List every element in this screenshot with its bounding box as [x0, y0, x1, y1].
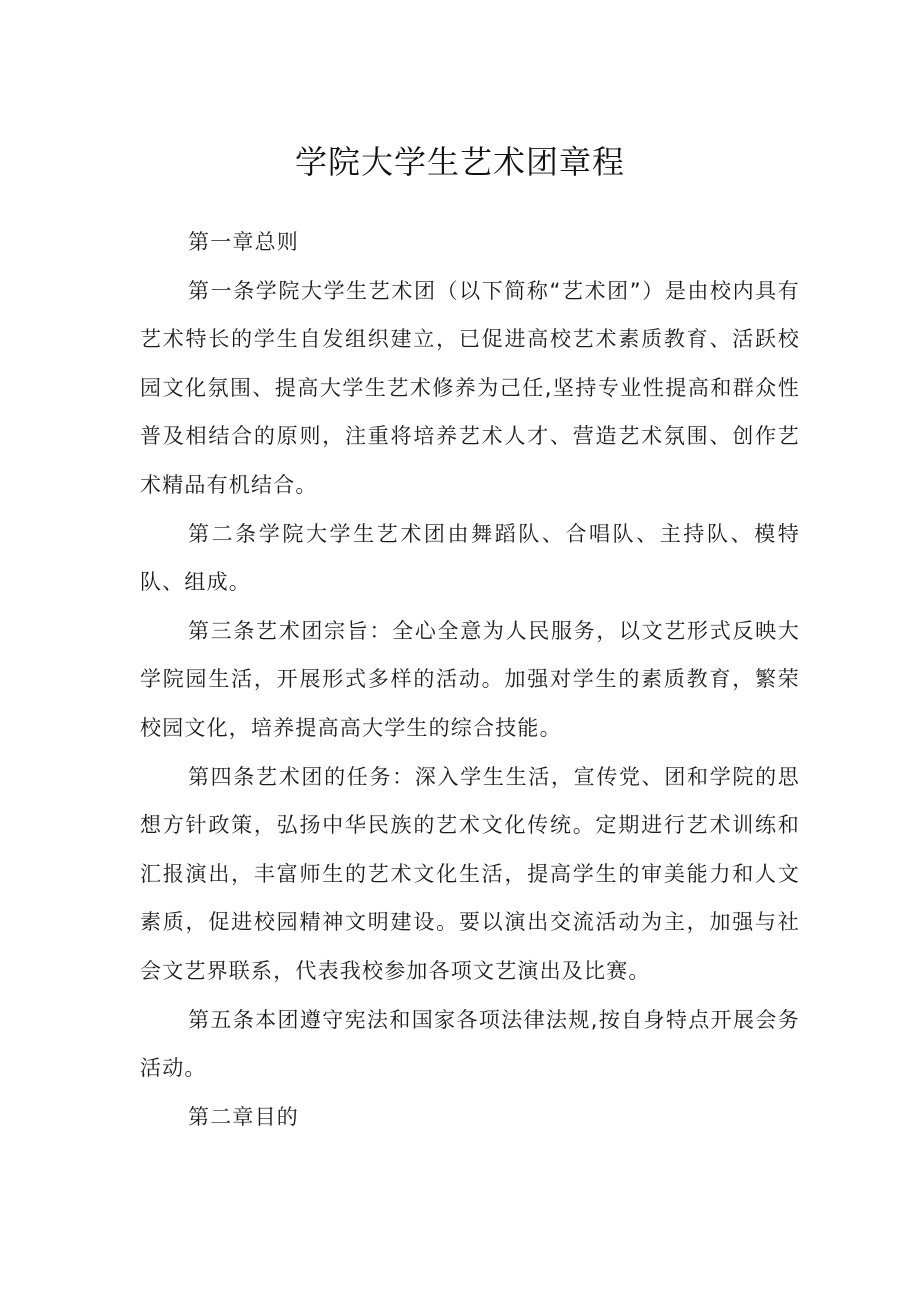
chapter-heading-general: 第一章总则: [188, 230, 299, 254]
article-4: 第四条艺术团的任务：深入学生生活，宣传党、团和学院的思想方针政策，弘扬中华民族的艺术文化传统。定期进行艺术训练和汇报演出，丰富师生的艺术文化生活，提高学生的审美能力和人文素质，促进校园精神文明建设。要以演出交流活动为主，加强与社会文艺界联系，代表我校参加各项文艺演出及比赛。: [140, 764, 800, 983]
chapter-heading-purpose: 第二章目的: [188, 1104, 299, 1129]
article-3: 第三条艺术团宗旨：全心全意为人民服务，以文艺形式反映大学院园生活，开展形式多样的活动。加强对学生的素质教育，繁荣校园文化，培养提高高大学生的综合技能。: [140, 618, 800, 740]
article-2: 第二条学院大学生艺术团由舞蹈队、合唱队、主持队、模特队、组成。: [140, 521, 800, 595]
article-5: 第五条本团遵守宪法和国家各项法律法规,按自身特点开展会务活动。: [140, 1007, 800, 1081]
document-title: 学院大学生艺术团章程: [294, 143, 625, 181]
document-body: [140, 218, 800, 1141]
article-1: 第一条学院大学生艺术团（以下简称“艺术团”）是由校内具有艺术特长的学生自发组织建立，已促进高校艺术素质教育、活跃校园文化氛围、提高大学生艺术修养为己任,坚持专业性提高和群众性普及相结合的原则，注重将培养艺术人才、营造艺术氛围、创作艺术精品有机结合。: [140, 278, 800, 497]
